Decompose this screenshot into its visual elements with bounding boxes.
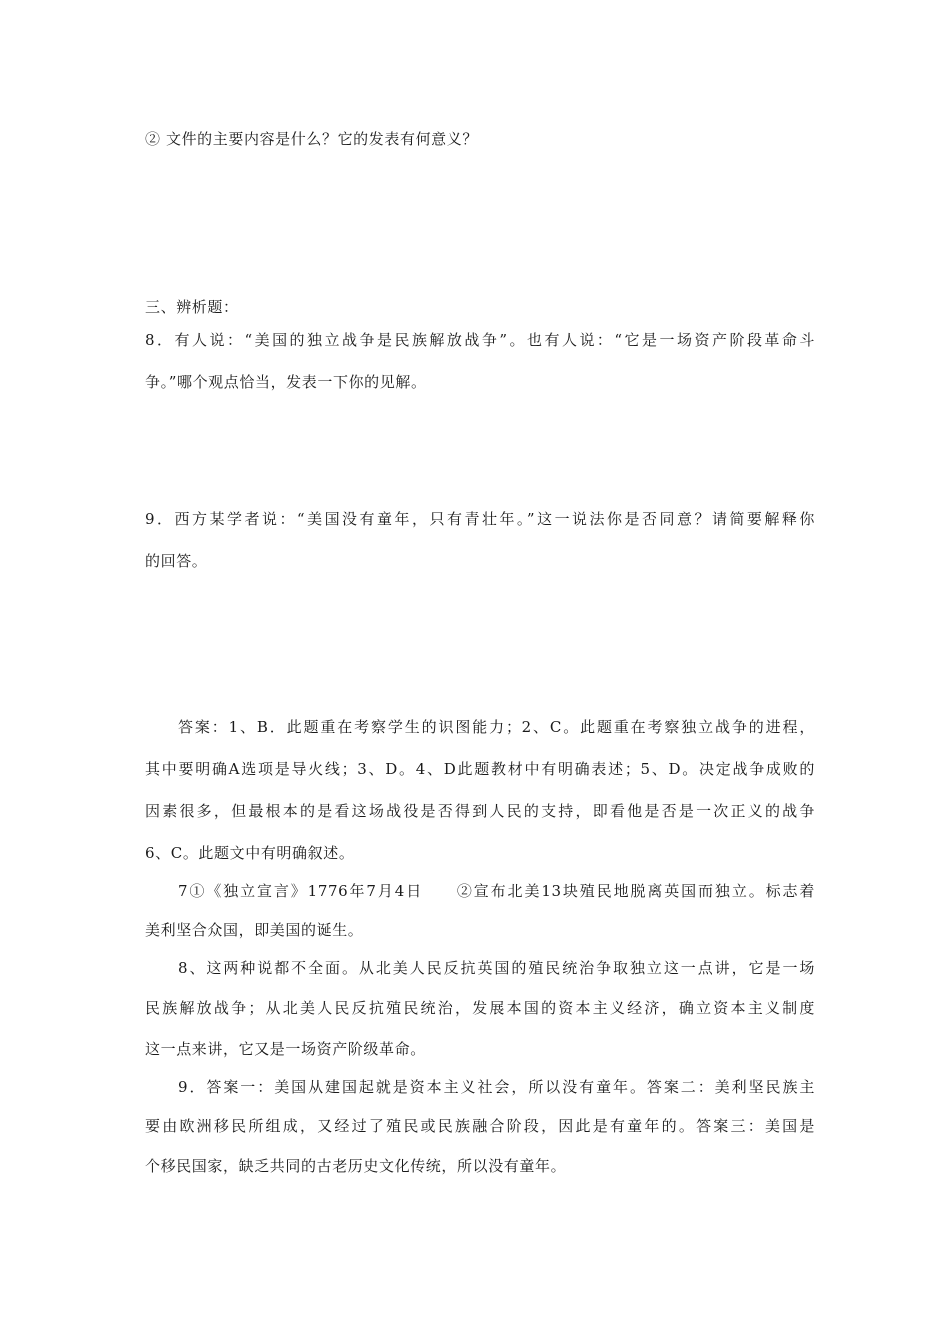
answer-7-line-2: 美利坚合众国，即美国的诞生。: [145, 921, 364, 939]
question-8-line-1: 8．有人说：“美国的独立战争是民族解放战争”。也有人说：“它是一场资产阶段革命斗: [145, 331, 815, 349]
question-9-line-1: 9．西方某学者说：“美国没有童年，只有青壮年。”这一说法你是否同意？请简要解释你: [145, 510, 815, 528]
question-8-line-2: 争。”哪个观点恰当，发表一下你的见解。: [145, 373, 427, 391]
section-3-heading: 三、辨析题：: [145, 298, 239, 316]
answer-1-6-line-3: 因素很多，但最根本的是看这场战役是否得到人民的支持，即看他是否是一次正义的战争: [145, 802, 815, 820]
answer-8-line-2: 民族解放战争；从北美人民反抗殖民统治，发展本国的资本主义经济，确立资本主义制度: [145, 999, 815, 1017]
answer-9-line-3: 个移民国家，缺乏共同的古老历史文化传统，所以没有童年。: [145, 1157, 567, 1175]
answer-9-line-1: 9．答案一：美国从建国起就是资本主义社会，所以没有童年。答案二：美利坚民族主: [178, 1078, 815, 1096]
answer-1-6-line-2: 其中要明确A选项是导火线；3、D。4、D此题教材中有明确表述；5、D。决定战争成败的: [145, 760, 815, 778]
question-9-line-2: 的回答。: [145, 552, 208, 570]
answer-8-line-1: 8、这两种说都不全面。从北美人民反抗英国的殖民统治争取独立这一点讲，它是一场: [178, 959, 815, 977]
answer-9-line-2: 要由欧洲移民所组成，又经过了殖民或民族融合阶段，因此是有童年的。答案三：美国是: [145, 1117, 815, 1135]
answer-1-6-line-1: 答案：1、B．此题重在考察学生的识图能力；2、C。此题重在考察独立战争的进程，: [178, 718, 815, 736]
answer-7-line-1: 7①《独立宣言》1776年7月4日 ②宣布北美13块殖民地脱离英国而独立。标志着: [178, 882, 815, 900]
question-7-part-2: ② 文件的主要内容是什么？它的发表有何意义？: [145, 130, 478, 148]
answer-8-line-3: 这一点来讲，它又是一场资产阶级革命。: [145, 1040, 426, 1058]
answer-1-6-line-4: 6、C。此题文中有明确叙述。: [145, 844, 355, 862]
